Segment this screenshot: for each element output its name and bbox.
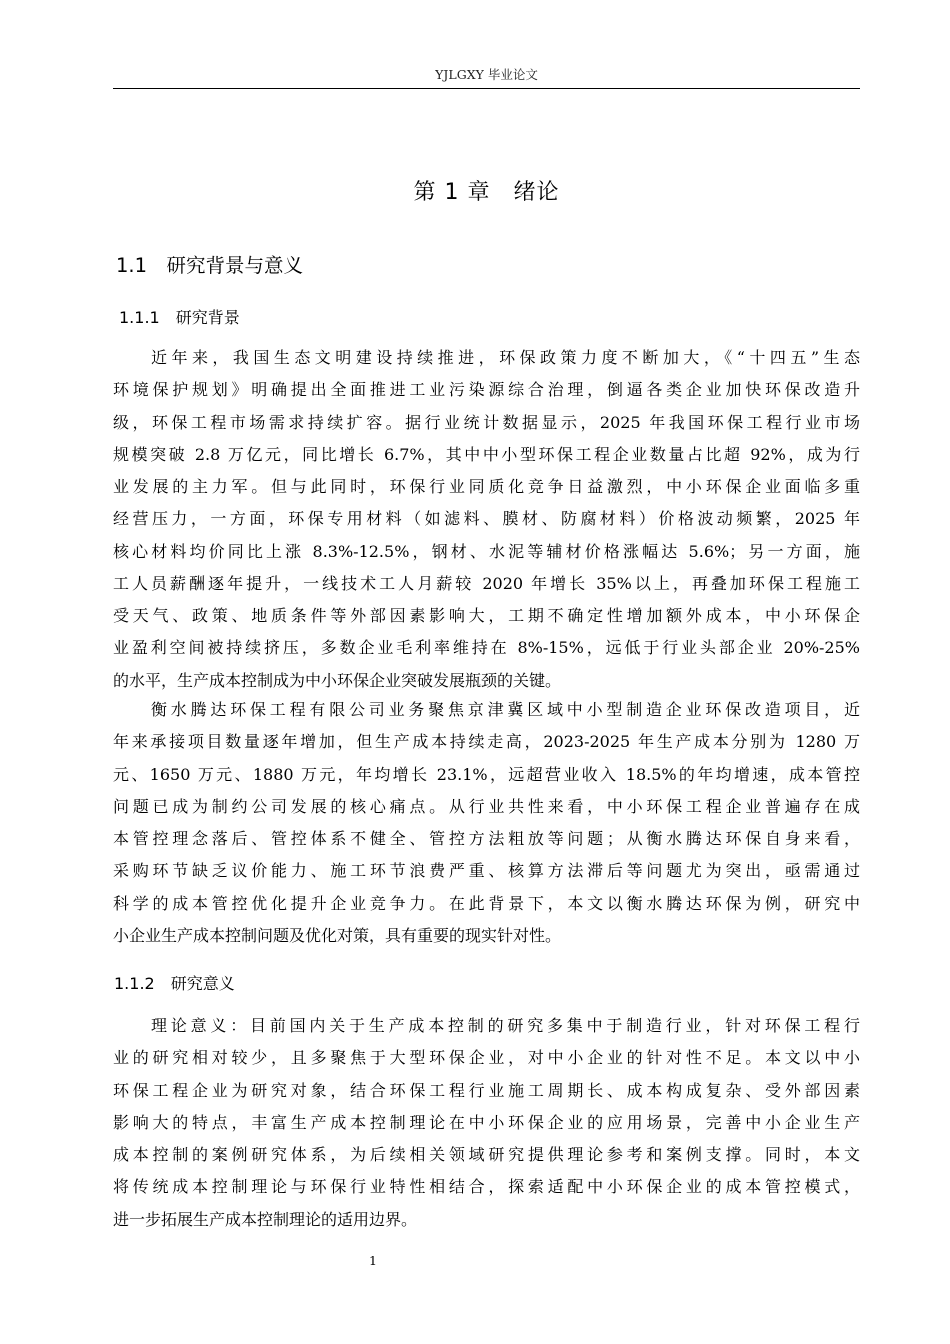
paragraph-line: 业盈利空间被持续挤压，多数企业毛利率维持在 8%-15%，远低于行业头部企业 20%-25%: [113, 638, 860, 658]
paragraph-line: 理论意义：目前国内关于生产成本控制的研究多集中于制造行业，针对环保工程行: [151, 1016, 860, 1035]
paragraph-line: 业发展的主力军。但与此同时，环保行业同质化竞争日益激烈，中小环保企业面临多重: [113, 477, 860, 496]
paragraph-line: 影响大的特点，丰富生产成本控制理论在中小环保企业的应用场景，完善中小企业生产: [113, 1112, 860, 1132]
paragraph-line: 采购环节缺乏议价能力、施工环节浪费严重、核算方法滞后等问题尤为突出，亟需通过: [113, 861, 860, 881]
paragraph-research-significance-1: [113, 1010, 860, 1236]
chapter-title: 第 1 章 绪论: [413, 180, 560, 205]
paragraph-line: 元、1650 万元、1880 万元，年均增长 23.1%，远超营业收入 18.5%的年均增速，成本管控: [113, 764, 860, 784]
paragraph-line: 小企业生产成本控制问题及优化对策，具有重要的现实针对性。: [113, 925, 562, 945]
subsection-title-1-1-2: 1.1.2 研究意义: [114, 974, 235, 993]
paragraph-line: 工人员薪酬逐年提升，一线技术工人月薪较 2020 年增长 35%以上，再叠加环保工程施工: [113, 573, 860, 593]
paragraph-line: 年来承接项目数量逐年增加，但生产成本持续走高，2023-2025 年生产成本分别为 1280 万: [113, 732, 860, 752]
page-number: 1: [369, 1253, 377, 1268]
section-title-1-1: 1.1 研究背景与意义: [116, 254, 304, 277]
paragraph-line: 衡水腾达环保工程有限公司业务聚焦京津冀区域中小型制造企业环保改造项目，近: [151, 700, 860, 719]
paragraph-line: 进一步拓展生产成本控制理论的适用边界。: [113, 1209, 418, 1229]
paragraph-line: 环境保护规划》明确提出全面推进工业污染源综合治理，倒逼各类企业加快环保改造升: [113, 380, 860, 400]
paragraph-research-background-2: [113, 694, 860, 952]
subsection-title-1-1-1: 1.1.1 研究背景: [119, 308, 240, 327]
paragraph-line: 将传统成本控制理论与环保行业特性相结合，探索适配中小环保企业的成本管控模式，: [113, 1177, 860, 1197]
paragraph-line: 级，环保工程市场需求持续扩容。据行业统计数据显示，2025 年我国环保工程行业市场: [113, 412, 860, 432]
paragraph-research-background-1: [113, 342, 860, 697]
paragraph-line: 的水平，生产成本控制成为中小环保企业突破发展瓶颈的关键。: [113, 670, 562, 690]
paragraph-line: 经营压力，一方面，环保专用材料（如滤料、膜材、防腐材料）价格波动频繁，2025 年: [113, 509, 860, 529]
paragraph-line: 本管控理念落后、管控体系不健全、管控方法粗放等问题；从衡水腾达环保自身来看，: [113, 829, 860, 848]
paragraph-line: 环保工程企业为研究对象，结合环保工程行业施工周期长、成本构成复杂、受外部因素: [113, 1080, 860, 1100]
header-rule: [113, 88, 860, 89]
paragraph-line: 近年来，我国生态文明建设持续推进，环保政策力度不断加大，《“十四五”生态: [151, 348, 860, 367]
paragraph-line: 核心材料均价同比上涨 8.3%-12.5%，钢材、水泥等辅材价格涨幅达 5.6%；另一方面，施: [113, 541, 860, 561]
paragraph-line: 科学的成本管控优化提升企业竞争力。在此背景下，本文以衡水腾达环保为例，研究中: [113, 893, 860, 913]
paragraph-line: 规模突破 2.8 万亿元，同比增长 6.7%，其中中小型环保工程企业数量占比超 92%，成为行: [113, 444, 860, 464]
paragraph-line: 受天气、政策、地质条件等外部因素影响大，工期不确定性增加额外成本，中小环保企: [113, 606, 860, 625]
paragraph-line: 问题已成为制约公司发展的核心痛点。从行业共性来看，中小环保工程企业普遍存在成: [113, 796, 860, 816]
running-header: YJLGXY 毕业论文: [435, 67, 538, 82]
paragraph-line: 业的研究相对较少，且多聚焦于大型环保企业，对中小企业的针对性不足。本文以中小: [113, 1048, 860, 1068]
paragraph-line: 成本控制的案例研究体系，为后续相关领域研究提供理论参考和案例支撑。同时，本文: [113, 1145, 860, 1164]
